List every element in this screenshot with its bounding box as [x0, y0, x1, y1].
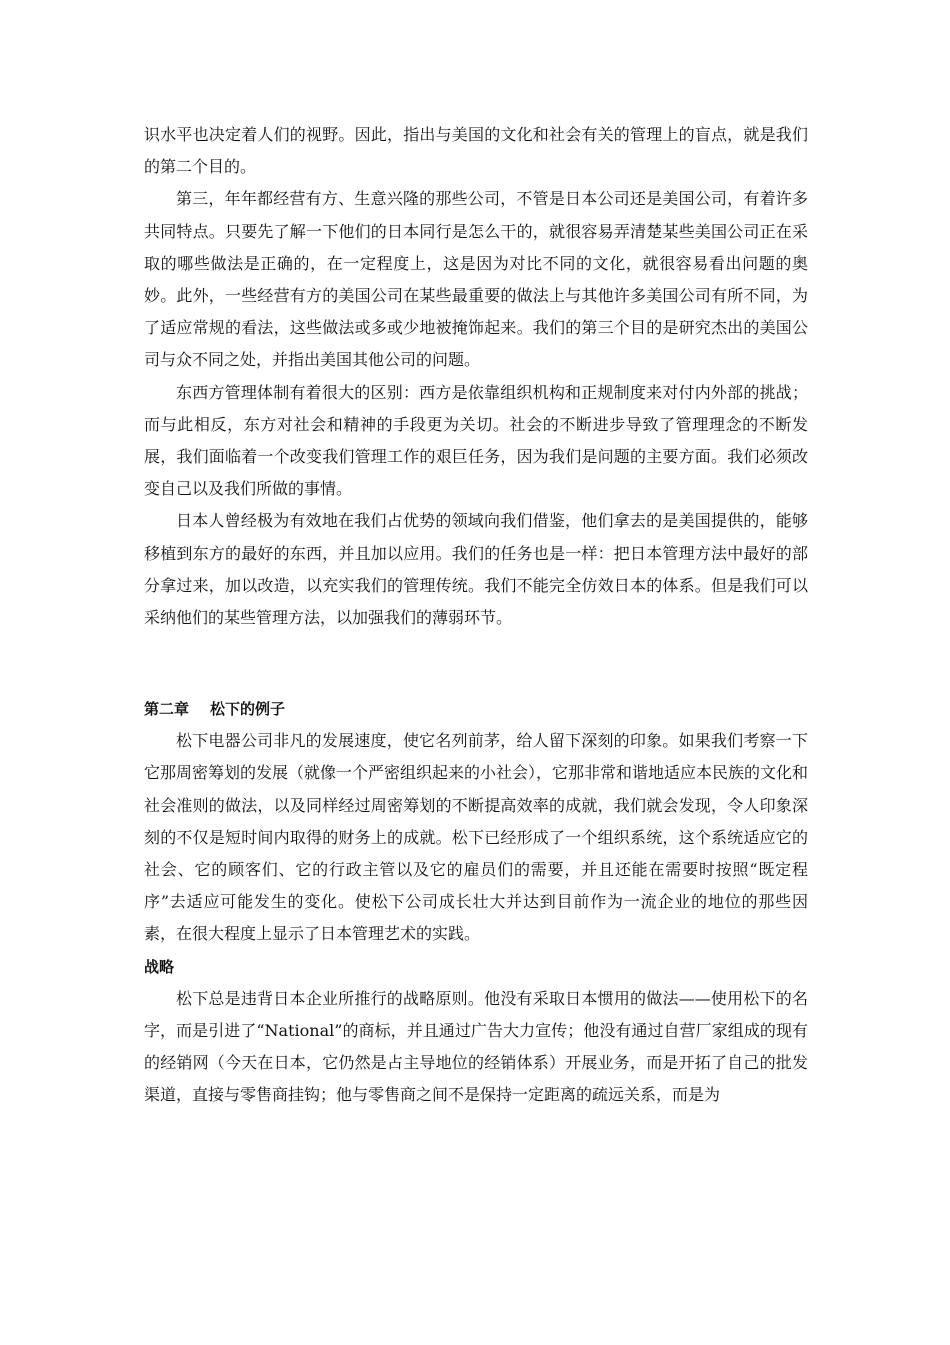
paragraph-third-goal: 第三，年年都经营有方、生意兴隆的那些公司，不管是日本公司还是美国公司，有着许多共同特点。只要先了解一下他们的日本同行是怎么干的，就很容易弄清楚某些美国公司正在采取的哪些做法是正确的，在一定程度上，这是因为对比不同的文化，就很容易看出问题的奥妙。此外，一些经营有方的美国公司在某些最重要的做法上与其他许多美国公司有所不同，为了适应常规的看法，这些做法或多或少地被掩饰起来。我们的第三个目的是研究杰出的美国公司与众不同之处，并指出美国其他公司的问题。	[144, 189, 808, 370]
paragraph-japan-borrowing: 日本人曾经极为有效地在我们占优势的领域向我们借鉴，他们拿去的是美国提供的，能够移植到东方的最好的东西，并且加以应用。我们的任务也是一样：把日本管理方法中最好的部分拿过来，加以改造，以充实我们的管理传统。我们不能完全仿效日本的体系。但是我们可以采纳他们的某些管理方法，以加强我们的薄弱环节。	[144, 511, 808, 628]
page-body	[144, 119, 808, 1111]
chapter-title: 松下的例子	[210, 700, 286, 719]
paragraph-continuation: 识水平也决定着人们的视野。因此，指出与美国的文化和社会有关的管理上的盲点，就是我们的第二个目的。	[144, 125, 808, 177]
paragraph-strategy: 松下总是违背日本企业所推行的战略原则。他没有采取日本惯用的做法——使用松下的名字，而是引进了“National”的商标，并且通过广告大力宣传；他没有通过自营厂家组成的现有的经销网（今天在日本，它仍然是占主导地位的经销体系）开展业务，而是开拓了自己的批发渠道，直接与零售商挂钩；他与零售商之间不是保持一定距离的疏远关系，而是为	[144, 988, 808, 1105]
paragraph-east-west: 东西方管理体制有着很大的区别：西方是依靠组织机构和正规制度来对付内外部的挑战；而与此相反，东方对社会和精神的手段更为关切。社会的不断进步导致了管理理念的不断发展，我们面临着一个改变我们管理工作的艰巨任务，因为我们是问题的主要方面。我们必须改变自己以及我们所做的事情。	[144, 382, 808, 499]
paragraph-matsushita-intro: 松下电器公司非凡的发展速度，使它名列前茅，给人留下深刻的印象。如果我们考察一下它那周密筹划的发展（就像一个严密组织起来的小社会），它那非常和谐地适应本民族的文化和社会准则的做法，以及同样经过周密筹划的不断提高效率的成就，我们就会发现，令人印象深刻的不仅是短时间内取得的财务上的成就。松下已经形成了一个组织系统，这个系统适应它的社会、它的顾客们、它的行政主管以及它的雇员们的需要，并且还能在需要时按照“既定程序”去适应可能发生的变化。使松下公司成长壮大并达到目前作为一流企业的地位的那些因素，在很大程度上显示了日本管理艺术的实践。	[144, 731, 809, 944]
chapter-heading	[144, 693, 808, 725]
spacer	[144, 634, 808, 693]
chapter-number: 第二章	[144, 700, 190, 719]
section-heading: 战略	[144, 957, 175, 976]
